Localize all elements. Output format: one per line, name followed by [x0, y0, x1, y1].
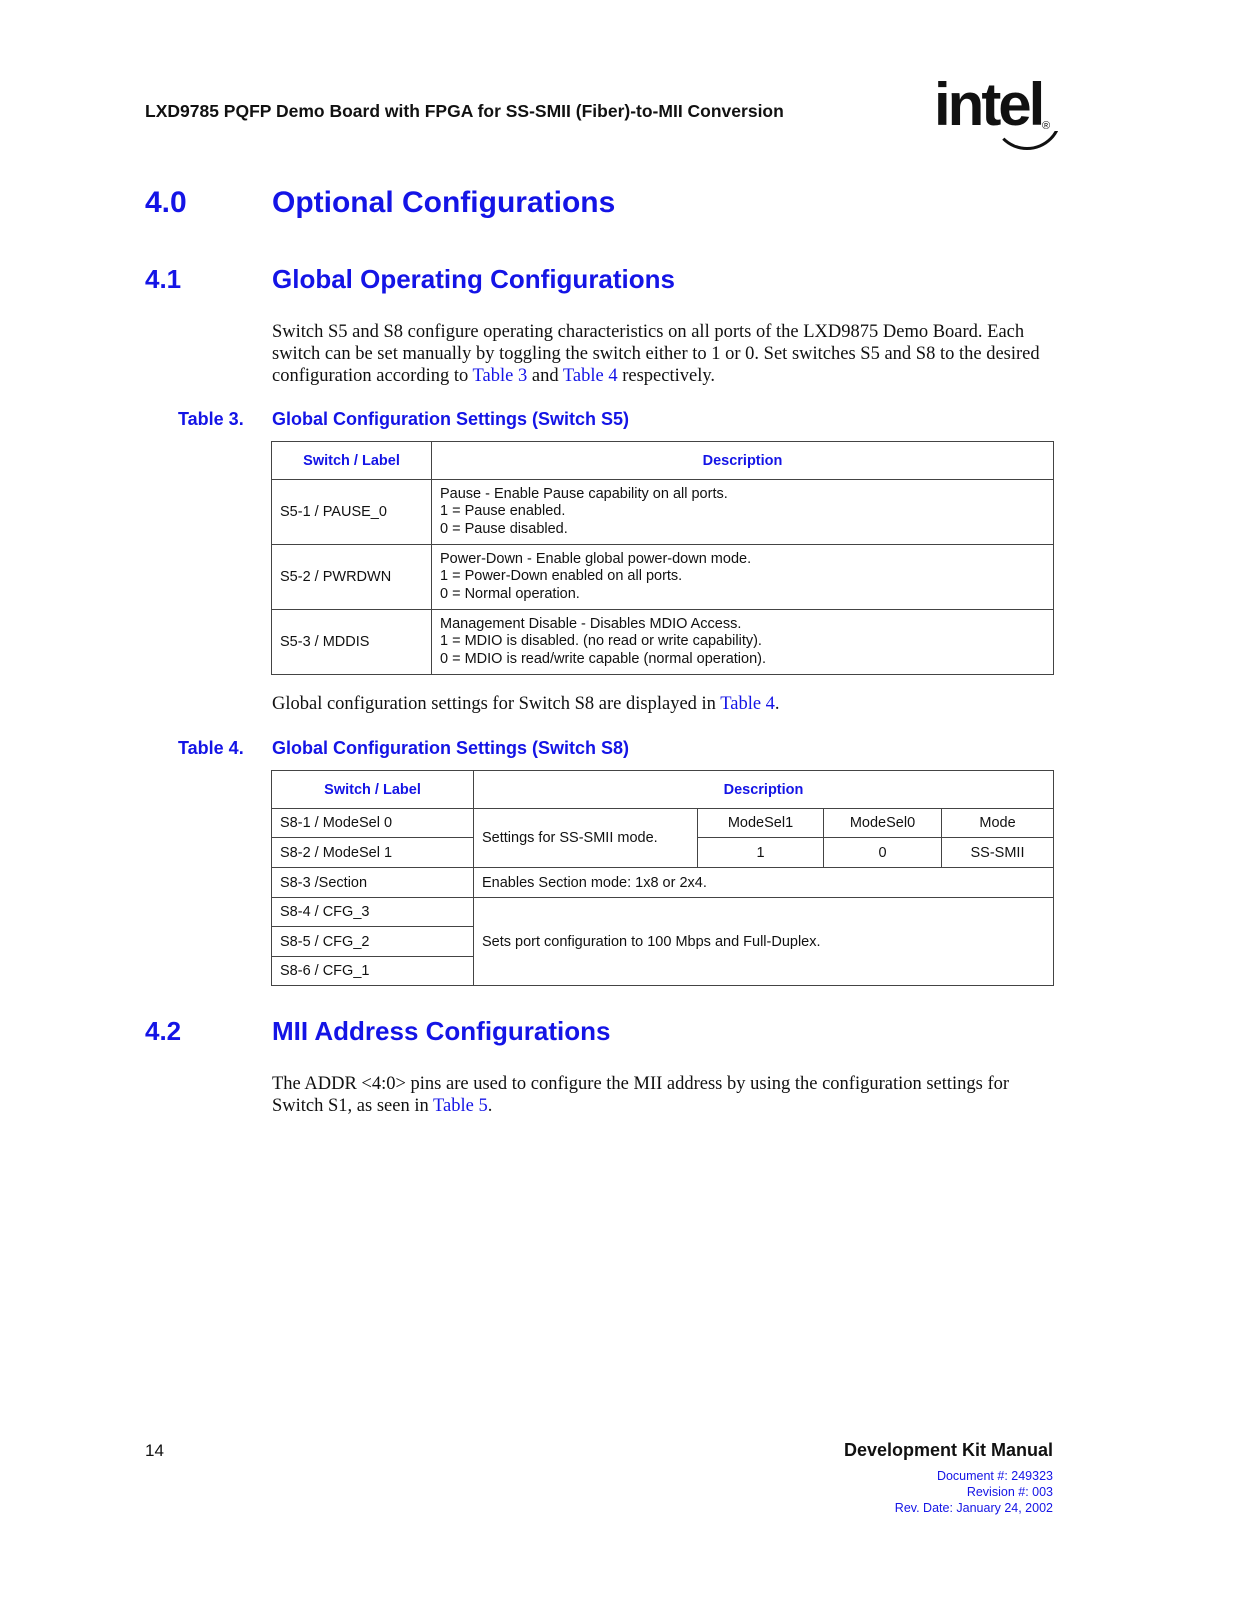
table-row — [272, 545, 1054, 610]
table4-link[interactable]: Table 4 — [720, 694, 775, 714]
mode-description-cell: Settings for SS-SMII mode. — [474, 809, 698, 868]
table4-link[interactable]: Table 4 — [562, 366, 618, 386]
table4-caption-title: Global Configuration Settings (Switch S8) — [272, 738, 630, 758]
switch-cell: S5-1 / PAUSE_0 — [272, 480, 432, 545]
footer-title: Development Kit Manual — [843, 1440, 1053, 1460]
section-title: Optional Configurations — [272, 186, 616, 219]
intro-paragraph: Switch S5 and S8 configure operating characteristics on all ports of the LXD9875 Demo Board. Each switch can be set manually by toggling the switch either to 1 or 0. Set switches S5 and S8 to the desired configuration according to Table 3 and Table 4 respectively. — [272, 322, 1040, 386]
switch-cell: S8-1 / ModeSel 0 — [272, 809, 474, 838]
switch-cell: S8-6 / CFG_1 — [272, 957, 474, 986]
page-number: 14 — [145, 1441, 164, 1460]
mode-header-cell: ModeSel1 — [698, 809, 824, 838]
column-header: Description — [474, 771, 1054, 809]
mode-header-cell: Mode — [942, 809, 1054, 838]
table3-link[interactable]: Table 3 — [472, 366, 528, 386]
subsection-title: MII Address Configurations — [272, 1016, 611, 1046]
registered-mark: ® — [1042, 120, 1051, 132]
table-header-row — [272, 442, 1054, 480]
description-cell: Power-Down - Enable global power-down mode. 1 = Power-Down enabled on all ports. 0 = Normal operation. — [432, 545, 1054, 610]
switch-cell: S5-2 / PWRDWN — [272, 545, 432, 610]
intel-logo — [934, 71, 1059, 150]
subsection-title: Global Operating Configurations — [272, 264, 675, 294]
mode-header-cell: ModeSel0 — [824, 809, 942, 838]
table3-caption-label: Table 3. — [178, 409, 244, 429]
table3 — [271, 441, 1054, 675]
description-cell: Enables Section mode: 1x8 or 2x4. — [474, 868, 1054, 898]
table4 — [271, 770, 1054, 986]
switch-cell: S8-3 /Section — [272, 868, 474, 898]
running-header: LXD9785 PQFP Demo Board with FPGA for SS-SMII (Fiber)-to-MII Conversion — [145, 101, 784, 121]
section-number: 4.0 — [145, 186, 187, 219]
document-number: Document #: 249323 — [936, 1469, 1053, 1483]
table-header-row — [272, 771, 1054, 809]
table5-link[interactable]: Table 5 — [433, 1096, 488, 1116]
mode-value-cell: SS-SMII — [942, 838, 1054, 868]
subsection-number: 4.1 — [145, 264, 182, 294]
switch-cell: S8-4 / CFG_3 — [272, 898, 474, 927]
table4-caption-label: Table 4. — [178, 738, 244, 758]
logo-wordmark: intel — [934, 71, 1043, 138]
mode-value-cell: 1 — [698, 838, 824, 868]
mii-paragraph: The ADDR <4:0> pins are used to configure the MII address by using the configuration settings for Switch S1, as seen in Table 5. — [272, 1074, 1010, 1116]
table-row — [272, 480, 1054, 545]
subsection-number: 4.2 — [145, 1016, 182, 1046]
revision-date: Rev. Date: January 24, 2002 — [894, 1501, 1053, 1515]
footer-meta — [895, 1468, 1053, 1516]
table-row — [272, 809, 1054, 838]
table3-caption-title: Global Configuration Settings (Switch S5) — [272, 409, 630, 429]
revision-number: Revision #: 003 — [966, 1485, 1053, 1499]
description-cell: Pause - Enable Pause capability on all ports. 1 = Pause enabled. 0 = Pause disabled. — [432, 480, 1054, 545]
switch-cell: S8-5 / CFG_2 — [272, 927, 474, 957]
table-row — [272, 610, 1054, 675]
switch-cell: S5-3 / MDDIS — [272, 610, 432, 675]
cfg-description-cell: Sets port configuration to 100 Mbps and Full-Duplex. — [474, 898, 1054, 986]
table-row — [272, 868, 1054, 898]
logo-swoosh-icon — [992, 114, 1062, 150]
switch-cell: S8-2 / ModeSel 1 — [272, 838, 474, 868]
between-paragraph: Global configuration settings for Switch S8 are displayed in Table 4. — [272, 694, 780, 714]
table-row — [272, 898, 1054, 927]
column-header: Switch / Label — [272, 442, 432, 480]
mode-value-cell: 0 — [824, 838, 942, 868]
column-header: Description — [432, 442, 1054, 480]
column-header: Switch / Label — [272, 771, 474, 809]
description-cell: Management Disable - Disables MDIO Access. 1 = MDIO is disabled. (no read or write capability). 0 = MDIO is read/write capable (normal operation). — [432, 610, 1054, 675]
